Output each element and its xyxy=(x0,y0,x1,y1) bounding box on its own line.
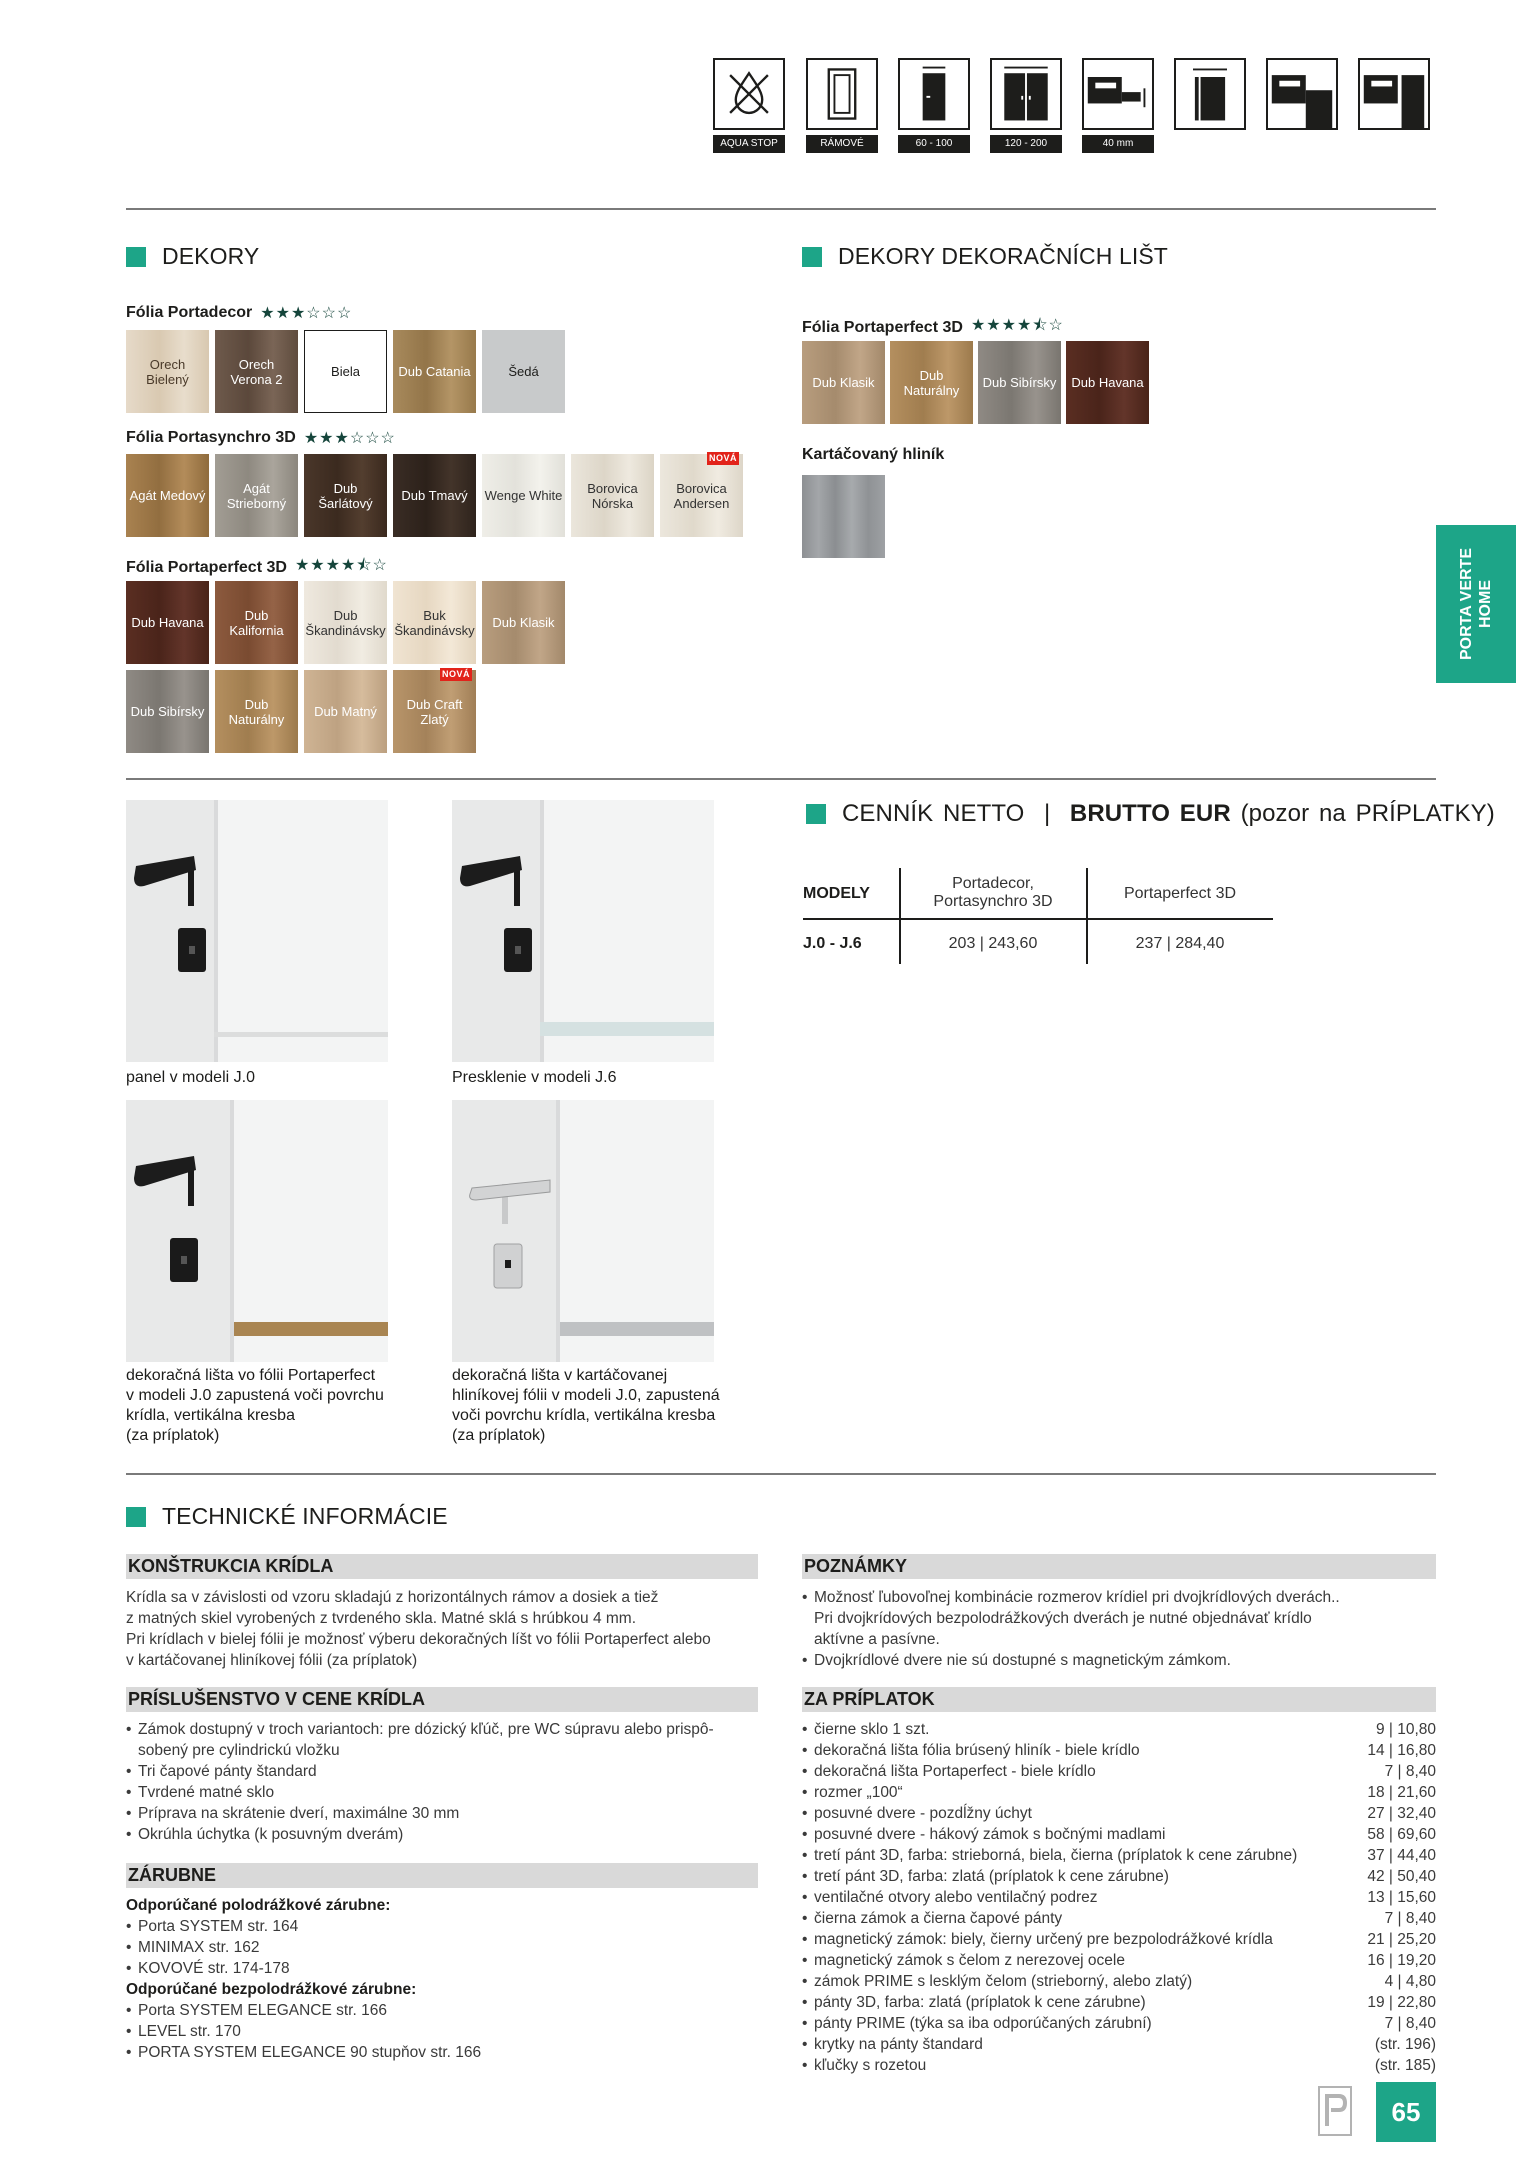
swatch-dub-naturalny[interactable]: Dub Naturálny xyxy=(215,670,298,753)
table-header-portadecor: Portadecor, Portasynchro 3D xyxy=(933,875,1053,910)
prislusenstvo-list xyxy=(126,1719,758,1845)
surcharge-row: • ventilačné otvory alebo ventilačný podrez 13 | 15,60 xyxy=(802,1887,1436,1908)
list-item: • Možnosť ľubovoľnej kombinácie rozmerov krídiel pri dvojkrídlových dverách.. xyxy=(802,1587,1436,1608)
swatch-dub-craft-zlaty[interactable]: Dub Craft Zlatý NOVÁ xyxy=(393,670,476,753)
surcharge-row: • krytky na pánty štandard (str. 196) xyxy=(802,2034,1436,2055)
swatch-biela[interactable]: Biela xyxy=(304,330,387,413)
table-rule xyxy=(803,918,1273,920)
series-side-tab xyxy=(1436,525,1516,683)
list-item: • PORTA SYSTEM ELEGANCE 90 stupňov str. 166 xyxy=(126,2042,758,2063)
surcharge-row: • tretí pánt 3D, farba: strieborná, biela, čierna (príplatok k cene zárubne) 37 | 44,40 xyxy=(802,1845,1436,1866)
series-line-1: PORTA VERTE xyxy=(1458,547,1475,661)
dekory-title: DEKORY xyxy=(126,243,259,270)
surcharge-row: • rozmer „100“ 18 | 21,60 xyxy=(802,1782,1436,1803)
new-badge: NOVÁ xyxy=(441,669,470,679)
list-item: • Zámok dostupný v troch variantoch: pre dózický kľúč, pre WC súpravu alebo prispô- xyxy=(126,1719,758,1740)
list-item: • Tri čapové pánty štandard xyxy=(126,1761,758,1782)
table-price-portadecor: 203 | 243,60 xyxy=(948,935,1038,952)
table-header-portaperfect: Portaperfect 3D xyxy=(1123,885,1237,902)
tech-title: TECHNICKÉ INFORMÁCIE xyxy=(126,1503,448,1530)
lista-swatch-dub-sibirsky[interactable]: Dub Sibírsky xyxy=(978,341,1061,424)
surcharge-row: • tretí pánt 3D, farba: zlatá (príplatok k cene zárubne) 42 | 50,40 xyxy=(802,1866,1436,1887)
swatch-seda[interactable]: Šedá xyxy=(482,330,565,413)
table-price-portaperfect: 237 | 284,40 xyxy=(1135,935,1225,952)
zarubne-list xyxy=(126,1895,758,2063)
swatch-dub-catania[interactable]: Dub Catania xyxy=(393,330,476,413)
rating-stars: ★★★☆☆☆ xyxy=(260,305,353,322)
swatch-dub-sibirsky[interactable]: Dub Sibírsky xyxy=(126,670,209,753)
swatch-buk-skandinavsky[interactable]: Buk Škandinávsky xyxy=(393,581,476,664)
prislusenstvo-heading: PRÍSLUŠENSTVO V CENE KRÍDLA xyxy=(126,1687,758,1712)
list-item: • Porta SYSTEM str. 164 xyxy=(126,1916,758,1937)
surcharge-row: • zámok PRIME s lesklým čelom (strieborný, alebo zlatý) 4 | 4,80 xyxy=(802,1971,1436,1992)
series-line-2: HOME xyxy=(1477,580,1494,629)
list-item: sobený pre cylindrickú vložku xyxy=(138,1742,340,1759)
caption-panel-j0: panel v modeli J.0 xyxy=(126,1069,255,1086)
rating-stars: ★★★★⯪☆ xyxy=(294,557,388,574)
surcharge-row: • posuvné dvere - hákový zámok s bočnými madlami 58 | 69,60 xyxy=(802,1824,1436,1845)
surcharge-row: • pánty PRIME (týka sa iba odporúčaných zárubní) 7 | 8,40 xyxy=(802,2013,1436,2034)
surcharge-row: • čierna zámok a čierna čapové pánty 7 | 8,40 xyxy=(802,1908,1436,1929)
poznamky-heading: POZNÁMKY xyxy=(802,1554,1436,1579)
half-rebate-icon xyxy=(1266,58,1338,130)
double-door-width-label: 120 - 200 xyxy=(990,135,1062,153)
surcharge-row: • pánty 3D, farba: zlatá (príplatok k cene zárubne) 19 | 22,80 xyxy=(802,1992,1436,2013)
konstrukcia-heading: KONŠTRUKCIA KRÍDLA xyxy=(126,1554,758,1579)
lista-swatch-brushed-aluminium[interactable] xyxy=(802,475,885,558)
divider xyxy=(126,208,1436,210)
feature-icon-bar xyxy=(710,58,1435,158)
swatch-agat-medovy[interactable]: Agát Medový xyxy=(126,454,209,537)
caption-lista-portaperfect: dekoračná lišta vo fólii Portaperfect v modeli J.0 zapustená voči povrchu krídla, vertikálna kresba (za príplatok) xyxy=(126,1367,384,1444)
zarubne-subheading: Odporúčané polodrážkové zárubne: xyxy=(126,1897,391,1914)
door-thickness-label: 40 mm xyxy=(1082,135,1154,153)
page-number: 65 xyxy=(1376,2082,1436,2142)
porta-logo-icon xyxy=(1318,2086,1352,2136)
lista-swatch-dub-klasik[interactable]: Dub Klasik xyxy=(802,341,885,424)
swatch-borovica-andersen[interactable]: Borovica Andersen NOVÁ xyxy=(660,454,743,537)
swatch-orech-verona[interactable]: Orech Verona 2 xyxy=(215,330,298,413)
portaperfect-heading: Fólia Portaperfect 3D ★★★★⯪☆ xyxy=(126,554,388,581)
swatch-agat-strieborny[interactable]: Agát Strieborný xyxy=(215,454,298,537)
swatch-dub-klasik[interactable]: Dub Klasik xyxy=(482,581,565,664)
list-item: • Tvrdené matné sklo xyxy=(126,1782,758,1803)
rating-stars: ★★★★⯪☆ xyxy=(970,317,1064,334)
frame-door-label: RÁMOVÉ xyxy=(806,135,878,153)
section-marker xyxy=(126,1507,146,1527)
frame-door-icon xyxy=(806,58,878,130)
divider xyxy=(126,778,1436,780)
caption-glass-j6: Presklenie v modeli J.6 xyxy=(452,1069,617,1086)
section-marker xyxy=(806,804,826,824)
list-item: • Okrúhla úchytka (k posuvným dverám) xyxy=(126,1824,758,1845)
portasynchro-heading: Fólia Portasynchro 3D ★★★☆☆☆ xyxy=(126,429,396,447)
photo-glass-j6 xyxy=(452,800,714,1062)
surcharge-row: • dekoračná lišta fólia brúsený hliník - biele krídlo 14 | 16,80 xyxy=(802,1740,1436,1761)
double-door-width-icon xyxy=(990,58,1062,130)
portadecor-heading: Fólia Portadecor ★★★☆☆☆ xyxy=(126,304,353,322)
swatch-wenge-white[interactable]: Wenge White xyxy=(482,454,565,537)
divider xyxy=(126,1473,1436,1475)
single-door-width-icon xyxy=(898,58,970,130)
list-item: • LEVEL str. 170 xyxy=(126,2021,758,2042)
new-badge: NOVÁ xyxy=(708,453,737,463)
door-shortening-icon xyxy=(1174,58,1246,130)
single-door-width-label: 60 - 100 xyxy=(898,135,970,153)
priplatok-list xyxy=(802,1719,1436,2076)
zarubne-subheading: Odporúčané bezpolodrážkové zárubne: xyxy=(126,1981,417,1998)
priplatok-heading: ZA PRÍPLATOK xyxy=(802,1687,1436,1712)
brushed-aluminium-heading: Kartáčovaný hliník xyxy=(802,446,945,463)
surcharge-row: • kľučky s rozetou (str. 185) xyxy=(802,2055,1436,2076)
table-row-model: J.0 - J.6 xyxy=(803,935,862,952)
list-item: • Príprava na skrátenie dverí, maximálne 30 mm xyxy=(126,1803,758,1824)
swatch-dub-kalifornia[interactable]: Dub Kalifornia xyxy=(215,581,298,664)
table-header-models: MODELY xyxy=(803,885,870,902)
lista-swatch-dub-havana[interactable]: Dub Havana xyxy=(1066,341,1149,424)
list-item: Pri dvojkrídových bezpolodrážkových dverách je nutné objednávať krídlo xyxy=(814,1610,1312,1627)
list-item: aktívne a pasívne. xyxy=(814,1631,940,1648)
cennik-title: CENNÍK NETTO | BRUTTO EUR (pozor na PRÍPLATKY) xyxy=(806,800,1495,828)
photo-panel-j0 xyxy=(126,800,388,1062)
surcharge-row: • posuvné dvere - pozdĺžny úchyt 27 | 32,40 xyxy=(802,1803,1436,1824)
surcharge-row: • čierne sklo 1 szt. 9 | 10,80 xyxy=(802,1719,1436,1740)
door-thickness-icon xyxy=(1082,58,1154,130)
lista-swatch-dub-naturalny[interactable]: Dub Naturálny xyxy=(890,341,973,424)
swatch-dub-tmavy[interactable]: Dub Tmavý xyxy=(393,454,476,537)
konstrukcia-text: Krídla sa v závislosti od vzoru skladajú z horizontálnych rámov a dosiek a tiež z matných skiel vyrobených z tvrdeného skla. Matné sklá s hrúbkou 4 mm. Pri krídlach v bielej fólii je možnosť výberu dekoračných líšt vo fólii Portaperfect alebo v kartáčovanej hliníkovej fólii (za príplatok) xyxy=(126,1589,711,1669)
list-item: • MINIMAX str. 162 xyxy=(126,1937,758,1958)
swatch-borovica-norska[interactable]: Borovica Nórska xyxy=(571,454,654,537)
lista-portaperfect-heading: Fólia Portaperfect 3D ★★★★⯪☆ xyxy=(802,314,1064,341)
aqua-stop-label: AQUA STOP xyxy=(713,135,785,153)
swatch-dub-skandinavsky[interactable]: Dub Škandinávsky xyxy=(304,581,387,664)
aqua-stop-icon xyxy=(713,58,785,130)
surcharge-row: • dekoračná lišta Portaperfect - biele krídlo 7 | 8,40 xyxy=(802,1761,1436,1782)
swatch-dub-havana[interactable]: Dub Havana xyxy=(126,581,209,664)
surcharge-row: • magnetický zámok s čelom z nerezovej ocele 16 | 19,20 xyxy=(802,1950,1436,1971)
section-marker xyxy=(126,247,146,267)
section-marker xyxy=(802,247,822,267)
caption-lista-aluminium: dekoračná lišta v kartáčovanej hliníkovej fólii v modeli J.0, zapustená voči povrchu krídla, vertikálna kresba (za príplatok) xyxy=(452,1367,720,1444)
photo-lista-portaperfect xyxy=(126,1100,388,1362)
swatch-dub-matny[interactable]: Dub Matný xyxy=(304,670,387,753)
surcharge-row: • magnetický zámok: biely, čierny určený pre bezpolodrážkové krídla 21 | 25,20 xyxy=(802,1929,1436,1950)
flush-frame-icon xyxy=(1358,58,1430,130)
zarubne-heading: ZÁRUBNE xyxy=(126,1863,758,1888)
photo-lista-aluminium xyxy=(452,1100,714,1362)
poznamky-list xyxy=(802,1587,1436,1671)
swatch-orech-bieleny[interactable]: Orech Bielený xyxy=(126,330,209,413)
swatch-dub-sarlatovy[interactable]: Dub Šarlátový xyxy=(304,454,387,537)
list-item: • Dvojkrídlové dvere nie sú dostupné s magnetickým zámkom. xyxy=(802,1650,1436,1671)
list-item: • Porta SYSTEM ELEGANCE str. 166 xyxy=(126,2000,758,2021)
rating-stars: ★★★☆☆☆ xyxy=(303,430,396,447)
list-item: • KOVOVÉ str. 174-178 xyxy=(126,1958,758,1979)
dekory-list-title: DEKORY DEKORAČNÍCH LIŠT xyxy=(802,243,1168,270)
